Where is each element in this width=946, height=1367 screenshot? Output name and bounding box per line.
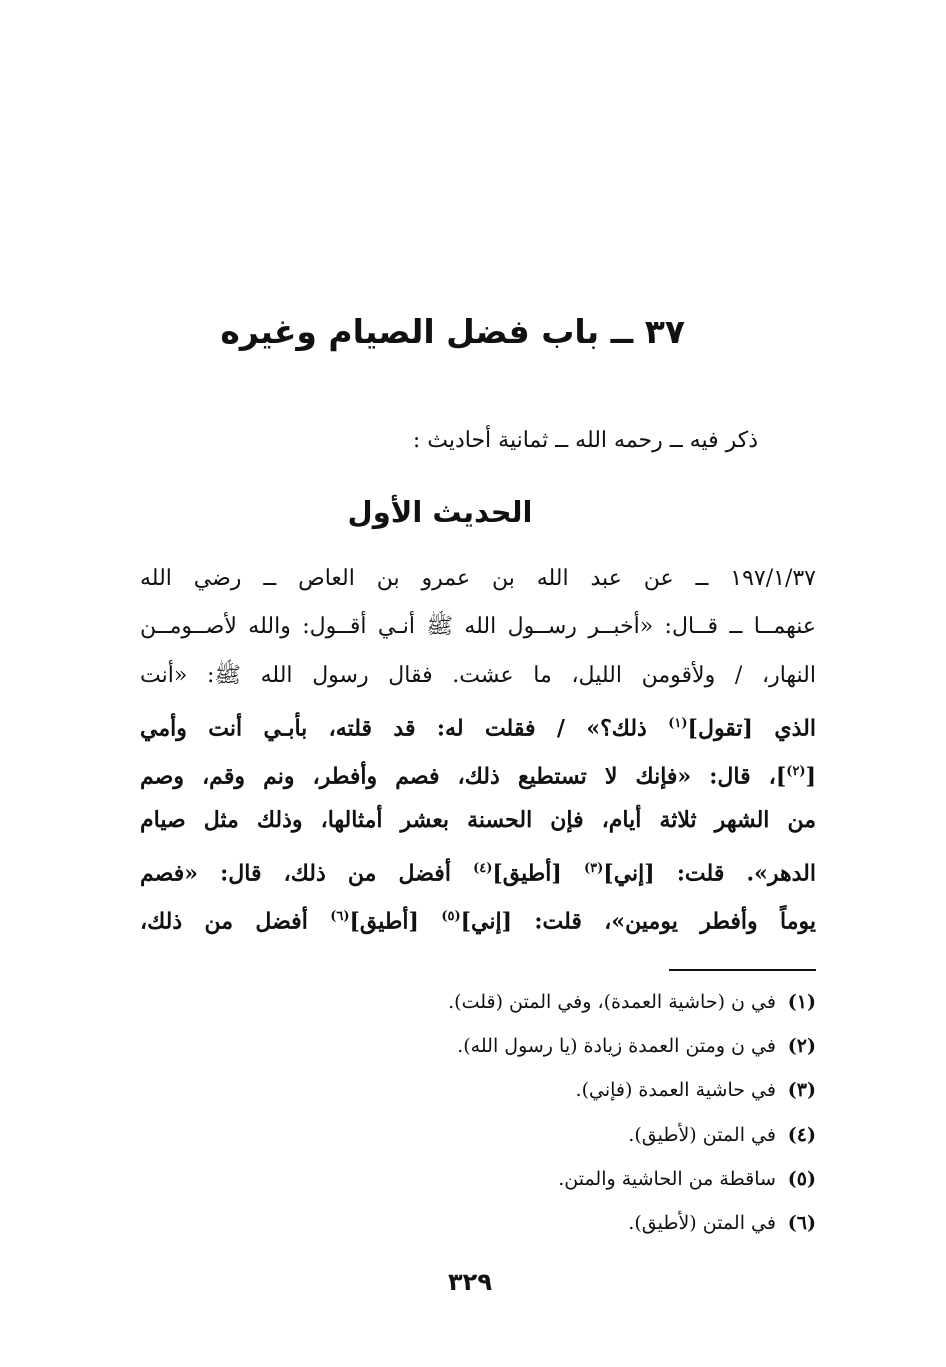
footnote-ref-2: (٢) <box>786 764 806 780</box>
body-line-6 <box>140 796 816 844</box>
body-line-2-text: عنهمــا ــ قــال: «أخبــر رســول الله ﷺ أنـي أقــول: والله لأصــومــن <box>140 614 816 640</box>
footnote-separator <box>669 969 816 971</box>
footnote-number: (٣) <box>787 1079 816 1102</box>
footnote-number: (٤) <box>787 1123 816 1146</box>
hadith-body <box>140 555 816 941</box>
body-line-7 <box>140 845 816 893</box>
footnote-ref-5: (٥) <box>441 909 461 925</box>
body-line-8 <box>140 893 816 941</box>
page-number: ٣٢٩ <box>448 1268 492 1296</box>
footnote-ref-1: (١) <box>668 715 688 731</box>
footnote-number: (١) <box>787 991 816 1013</box>
body-line-1 <box>140 555 816 603</box>
footnote-5 <box>300 1157 816 1201</box>
body-line-8-text-b: [أطيق] <box>349 908 419 935</box>
footnote-text: في المتن (لأطيق). <box>628 1123 776 1146</box>
footnote-text: في المتن (لأطيق). <box>628 1211 776 1234</box>
body-line-4 <box>140 700 816 748</box>
footnote-4 <box>300 1113 816 1157</box>
footnote-3 <box>300 1068 816 1112</box>
body-line-8-text-c: أفضل من ذلك، <box>140 908 308 935</box>
footnotes <box>300 980 816 1245</box>
footnote-2 <box>300 1024 816 1068</box>
footnote-ref-6: (٦) <box>330 909 350 925</box>
chapter-intro: ذكر فيه ــ رحمه الله ــ ثمانية أحاديث : <box>412 428 758 453</box>
footnote-ref-3: (٣) <box>583 860 604 876</box>
body-line-7-text-a: الدهر». قلت: [إني] <box>603 860 816 887</box>
body-line-7-text-b: [أطيق] <box>492 860 562 887</box>
chapter-title: ٣٧ ــ باب فضل الصيام وغيره <box>220 312 685 351</box>
body-line-1-text: ١٩٧/١/٣٧ ــ عن عبد الله بن عمرو بن العاص ــ رضي الله <box>140 566 816 591</box>
body-line-5-text-a: [ <box>805 763 816 790</box>
footnote-text: في ن (حاشية العمدة)، وفي المتن (قلت). <box>448 991 776 1013</box>
body-line-7-text-c: أفضل من ذلك، قال: «فصم <box>140 860 451 887</box>
footnote-6 <box>300 1201 816 1245</box>
body-line-5 <box>140 748 816 796</box>
body-line-4-text-b: ذلك؟» / فقلت له: قد قلته، بأبـي أنت وأمي <box>140 715 647 742</box>
footnote-ref-4: (٤) <box>473 860 493 876</box>
footnote-text: في ن ومتن العمدة زيادة (يا رسول الله). <box>457 1035 776 1058</box>
body-line-8-text-a: يوماً وأفطر يومين»، قلت: [إني] <box>460 908 816 935</box>
body-line-5-text-b: ]، قال: «فإنك لا تستطيع ذلك، فصم وأفطر، ونم وقم، وصم <box>140 763 787 790</box>
footnote-text: في حاشية العمدة (فإني). <box>575 1079 776 1102</box>
footnote-number: (٢) <box>787 1035 816 1058</box>
body-line-6-text: من الشهر ثلاثة أيام، فإن الحسنة بعشر أمثالها، وذلك مثل صيام <box>140 807 816 834</box>
footnote-text: ساقطة من الحاشية والمتن. <box>558 1167 776 1190</box>
hadith-heading: الحديث الأول <box>347 495 533 529</box>
footnote-number: (٦) <box>787 1211 816 1234</box>
body-line-3-text: النهار، / ولأقومن الليل، ما عشت. فقال رسول الله ﷺ: «أنت <box>140 662 816 688</box>
footnote-1 <box>300 980 816 1024</box>
body-line-3 <box>140 652 816 700</box>
body-line-2 <box>140 603 816 651</box>
footnote-number: (٥) <box>787 1167 816 1190</box>
body-line-4-text-a: الذي [تقول] <box>687 715 816 742</box>
